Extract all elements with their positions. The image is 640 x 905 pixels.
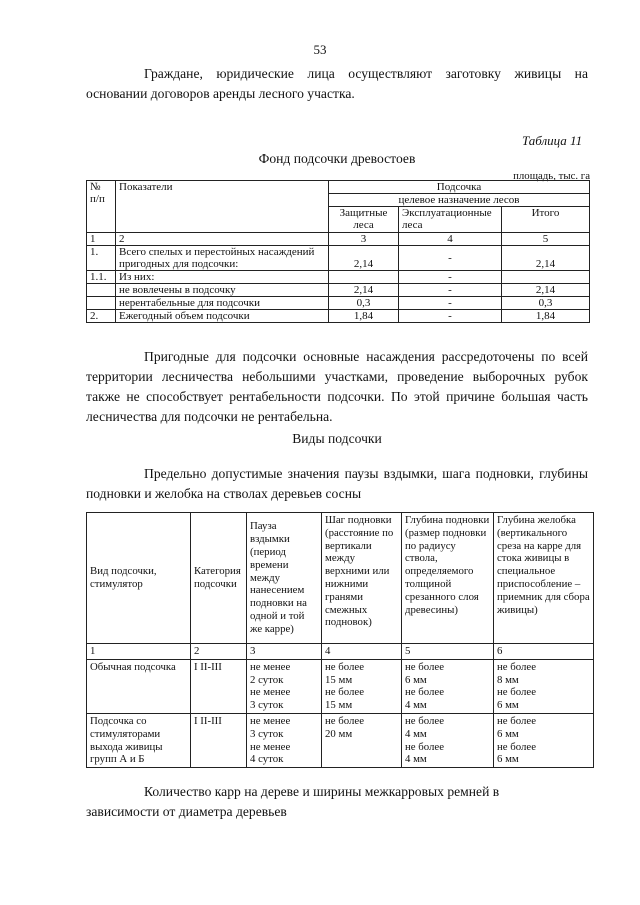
colnum: 4 [322, 644, 402, 660]
cell-line: не более [497, 714, 536, 727]
th-exploit: Эксплуатационные леса [399, 207, 502, 233]
cell-line: не менее [250, 740, 291, 753]
cell-line: 4 суток [250, 753, 284, 766]
paragraph-carrs: Количество карр на дереве и ширины межкарровых ремней в зависимости от диаметра деревьев [86, 784, 500, 819]
row-depth [402, 659, 494, 713]
cell-line: 15 мм [325, 673, 353, 686]
colnum: 5 [502, 233, 590, 246]
th-depth: Глубина подновки (размер подновки по радиусу ствола, определяемого толщиной срезанного слоя древесины) [402, 513, 494, 644]
row-depth [402, 713, 494, 767]
cell-line: 6 мм [497, 699, 519, 712]
table-row [87, 297, 590, 310]
th-group: Подсочка [329, 181, 590, 194]
cell-line: 20 мм [325, 727, 353, 740]
table-row [87, 284, 590, 297]
cell-line: 4 мм [405, 699, 427, 712]
table-row [87, 659, 594, 713]
row-label: не вовлечены в подсочку [116, 284, 329, 297]
colnum: 2 [116, 233, 329, 246]
row-type: Обычная подсочка [87, 659, 191, 713]
row-protective: 1,84 [329, 310, 399, 323]
cell-line: не более [405, 660, 444, 673]
row-num [87, 284, 116, 297]
row-exploit: - [399, 297, 502, 310]
colnum: 5 [402, 644, 494, 660]
table1-caption: Таблица 11 [522, 133, 583, 148]
row-label: Ежегодный объем подсочки [116, 310, 329, 323]
cell-line: 15 мм [325, 699, 353, 712]
table1-unit: площадь, тыс. га [513, 170, 590, 182]
th-step: Шаг подновки (расстояние по вертикали между верхними или нижними гранями смежных подновок) [322, 513, 402, 644]
cell-line: не более [497, 686, 536, 699]
cell-line: 6 мм [405, 673, 427, 686]
row-label: Из них: [116, 271, 329, 284]
row-num [87, 297, 116, 310]
row-num: 2. [87, 310, 116, 323]
th-pause: Пауза вздымки (период времени между нанесением подновки на одной и той же карре) [247, 513, 322, 644]
cell-line: 8 мм [497, 673, 519, 686]
forest-tapping-table [86, 180, 590, 323]
cell-line: не более [405, 686, 444, 699]
cell-line: не более [325, 714, 364, 727]
row-label: Всего спелых и перестойных насаждений пригодных для подсочки: [116, 246, 329, 271]
row-exploit: - [399, 284, 502, 297]
row-exploit: - [399, 310, 502, 323]
row-pause [247, 713, 322, 767]
cell-line: не более [497, 740, 536, 753]
cell-line: не более [497, 660, 536, 673]
colnum: 4 [399, 233, 502, 246]
table1-title: Фонд подсочки древостоев [258, 151, 416, 166]
table-row [87, 271, 590, 284]
cell-line: 3 суток [250, 727, 284, 740]
row-total: 0,3 [502, 297, 590, 310]
row-exploit: - [399, 246, 502, 271]
colnum: 3 [247, 644, 322, 660]
row-type: Подсочка со стимуляторами выхода живицы групп А и Б [87, 713, 191, 767]
page-number: 53 [313, 42, 327, 57]
row-category: I II-III [191, 713, 247, 767]
table-row [87, 310, 590, 323]
cell-line: 6 мм [497, 753, 519, 766]
row-groove [494, 659, 594, 713]
cell-line: не более [325, 660, 364, 673]
th-category: Категория подсочки [191, 513, 247, 644]
tapping-types-table [86, 512, 594, 768]
cell-line: 6 мм [497, 727, 519, 740]
row-label: нерентабельные для подсочки [116, 297, 329, 310]
row-protective [329, 271, 399, 284]
th-indicators: Показатели [116, 181, 329, 233]
colnum: 2 [191, 644, 247, 660]
row-exploit: - [399, 271, 502, 284]
th-num: № п/п [87, 181, 116, 233]
colnum: 1 [87, 644, 191, 660]
th-groove: Глубина желобка (вертикального среза на карре для стока живицы в специальное приспособление –приемник для сбора живицы) [494, 513, 594, 644]
row-total: 2,14 [502, 246, 590, 271]
cell-line: не менее [250, 714, 291, 727]
row-pause [247, 659, 322, 713]
table-row [87, 713, 594, 767]
row-groove [494, 713, 594, 767]
row-num: 1.1. [87, 271, 116, 284]
row-step [322, 713, 402, 767]
th-type: Вид подсочки, стимулятор [87, 513, 191, 644]
row-total: 1,84 [502, 310, 590, 323]
row-category: I II-III [191, 659, 247, 713]
row-total: 2,14 [502, 284, 590, 297]
cell-line: 2 суток [250, 673, 284, 686]
row-step [322, 659, 402, 713]
cell-line: не менее [250, 660, 291, 673]
cell-line: 4 мм [405, 727, 427, 740]
row-protective: 2,14 [329, 246, 399, 271]
cell-line: не более [405, 714, 444, 727]
cell-line: 3 суток [250, 699, 284, 712]
intro-paragraph: Граждане, юридические лица осуществляют заготовку живицы на основании договоров аренды лесного участка. [86, 66, 588, 101]
cell-line: не менее [250, 686, 291, 699]
paragraph-distribution: Пригодные для подсочки основные насаждения рассредоточены по всей территории лесничества небольшими участками, проведение выборочных рубок также не способствует рентабельности подсочки. По этой причине большая часть лесничества для подсочки не рентабельна. [86, 349, 588, 424]
row-num: 1. [87, 246, 116, 271]
paragraph-limits: Предельно допустимые значения паузы вздымки, шага подновки, глубины подновки и желобка на стволах деревьев сосны [86, 466, 588, 501]
row-protective: 2,14 [329, 284, 399, 297]
th-subgroup: целевое назначение лесов [329, 194, 590, 207]
th-total: Итого [502, 207, 590, 233]
row-total [502, 271, 590, 284]
section-heading: Виды подсочки [292, 431, 382, 446]
colnum: 6 [494, 644, 594, 660]
th-protective: Защитные леса [329, 207, 399, 233]
colnum: 1 [87, 233, 116, 246]
cell-line: 4 мм [405, 753, 427, 766]
cell-line: не более [405, 740, 444, 753]
cell-line: не более [325, 686, 364, 699]
row-protective: 0,3 [329, 297, 399, 310]
colnum: 3 [329, 233, 399, 246]
table-row [87, 246, 590, 271]
